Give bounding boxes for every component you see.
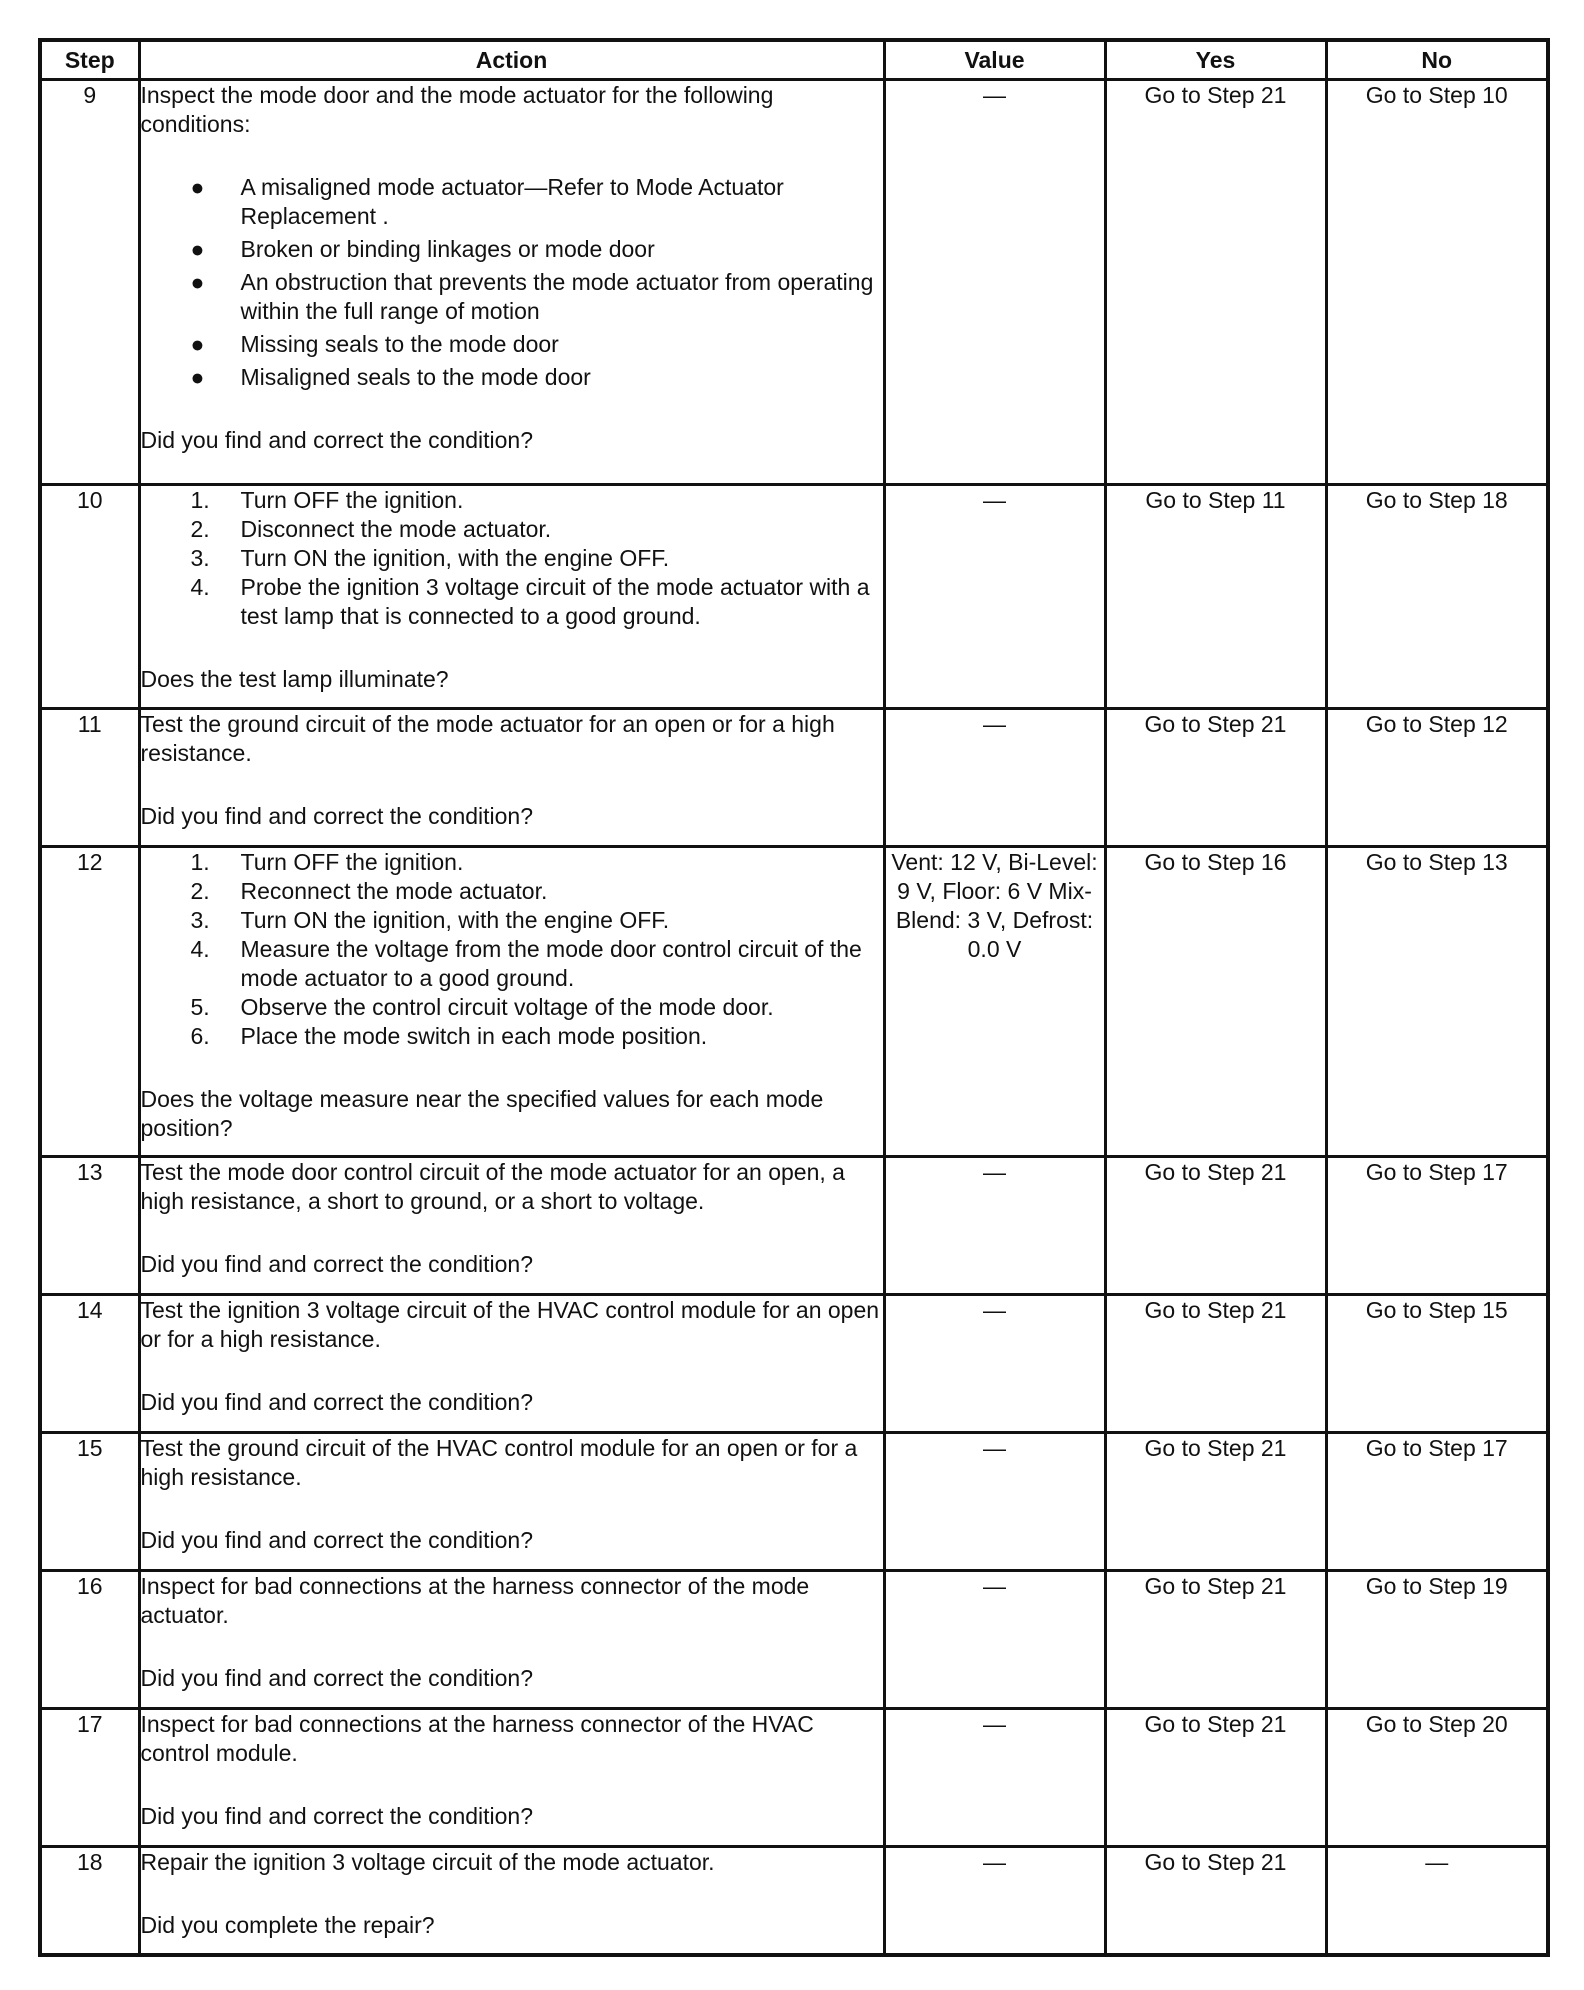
no-cell: Go to Step 20 (1326, 1709, 1548, 1847)
step-number: 17 (40, 1709, 139, 1847)
action-intro: Inspect for bad connections at the harness connector of the HVAC control module. (140, 1711, 814, 1766)
list-item: ● Misaligned seals to the mode door (190, 364, 591, 390)
action-cell (139, 709, 884, 847)
table-row (40, 1157, 1548, 1295)
action-question: Does the test lamp illuminate? (140, 666, 449, 692)
yes-cell: Go to Step 21 (1105, 1157, 1326, 1295)
table-row (40, 1295, 1548, 1433)
yes-cell: Go to Step 21 (1105, 1295, 1326, 1433)
action-intro: Test the mode door control circuit of the mode actuator for an open, a high resistance, a short to ground, or a short to voltage. (140, 1159, 845, 1214)
no-cell: Go to Step 19 (1326, 1571, 1548, 1709)
yes-cell: Go to Step 16 (1105, 847, 1326, 1157)
yes-cell: Go to Step 21 (1105, 709, 1326, 847)
step-number: 13 (40, 1157, 139, 1295)
list-item: 3. Turn ON the ignition, with the engine OFF. (190, 907, 670, 933)
yes-cell: Go to Step 11 (1105, 485, 1326, 709)
list-item: 3. Turn ON the ignition, with the engine OFF. (190, 545, 670, 571)
value-cell: — (884, 485, 1105, 709)
bullet-icon: ● (190, 331, 205, 357)
action-cell (139, 1571, 884, 1709)
table-row (40, 1571, 1548, 1709)
value-cell: Vent: 12 V, Bi-Level: 9 V, Floor: 6 V Mix-Blend: 3 V, Defrost: 0.0 V (884, 847, 1105, 1157)
table-row (40, 1847, 1548, 1955)
action-question: Did you find and correct the condition? (140, 1803, 534, 1829)
action-question: Did you find and correct the condition? (140, 1251, 534, 1277)
step-number: 12 (40, 847, 139, 1157)
document-page (38, 38, 1546, 1957)
header-row (40, 40, 1548, 80)
header-value: Value (884, 40, 1105, 80)
action-question: Did you find and correct the condition? (140, 803, 534, 829)
step-number: 18 (40, 1847, 139, 1955)
step-number: 11 (40, 709, 139, 847)
diagnostic-table (38, 38, 1550, 1957)
value-cell: — (884, 1433, 1105, 1571)
action-cell (139, 485, 884, 709)
table-row (40, 847, 1548, 1157)
no-cell: Go to Step 10 (1326, 80, 1548, 485)
no-cell: Go to Step 13 (1326, 847, 1548, 1157)
no-cell: Go to Step 17 (1326, 1157, 1548, 1295)
list-item: 2. Reconnect the mode actuator. (190, 878, 548, 904)
action-cell (139, 1157, 884, 1295)
action-question: Did you complete the repair? (140, 1912, 435, 1938)
action-question: Does the voltage measure near the specified values for each mode position? (140, 1086, 824, 1141)
list-item: ● A misaligned mode actuator—Refer to Mode Actuator Replacement . (190, 174, 784, 229)
condition-list (141, 173, 883, 392)
yes-cell: Go to Step 21 (1105, 80, 1326, 485)
step-number: 10 (40, 485, 139, 709)
no-cell: Go to Step 17 (1326, 1433, 1548, 1571)
action-cell (139, 80, 884, 485)
no-cell: — (1326, 1847, 1548, 1955)
list-item: 2. Disconnect the mode actuator. (190, 516, 552, 542)
yes-cell: Go to Step 21 (1105, 1709, 1326, 1847)
yes-cell: Go to Step 21 (1105, 1847, 1326, 1955)
action-question: Did you find and correct the condition? (140, 1389, 534, 1415)
step-number: 15 (40, 1433, 139, 1571)
header-no: No (1326, 40, 1548, 80)
yes-cell: Go to Step 21 (1105, 1433, 1326, 1571)
bullet-icon: ● (190, 236, 205, 262)
step-number: 9 (40, 80, 139, 485)
header-step: Step (40, 40, 139, 80)
list-item: ● Missing seals to the mode door (190, 331, 559, 357)
value-cell: — (884, 1295, 1105, 1433)
list-item: 5. Observe the control circuit voltage of the mode door. (190, 994, 774, 1020)
action-intro: Test the ground circuit of the HVAC control module for an open or for a high resistance. (140, 1435, 858, 1490)
list-item: 6. Place the mode switch in each mode position. (190, 1023, 708, 1049)
action-intro: Inspect the mode door and the mode actuator for the following conditions: (140, 82, 774, 137)
yes-cell: Go to Step 21 (1105, 1571, 1326, 1709)
table-row (40, 709, 1548, 847)
list-item: ● An obstruction that prevents the mode actuator from operating within the full range of motion (190, 269, 874, 324)
action-cell (139, 847, 884, 1157)
procedure-list (141, 848, 883, 1051)
action-intro: Repair the ignition 3 voltage circuit of the mode actuator. (140, 1849, 715, 1875)
value-cell: — (884, 1709, 1105, 1847)
value-cell: — (884, 1157, 1105, 1295)
step-number: 14 (40, 1295, 139, 1433)
table-row (40, 1709, 1548, 1847)
action-intro: Test the ground circuit of the mode actuator for an open or for a high resistance. (140, 711, 835, 766)
no-cell: Go to Step 12 (1326, 709, 1548, 847)
table-row (40, 80, 1548, 485)
action-question: Did you find and correct the condition? (140, 427, 534, 453)
list-item: 4. Probe the ignition 3 voltage circuit of the mode actuator with a test lamp that is connected to a good ground. (190, 574, 870, 629)
no-cell: Go to Step 18 (1326, 485, 1548, 709)
value-cell: — (884, 1847, 1105, 1955)
table-row (40, 1433, 1548, 1571)
procedure-list (141, 486, 883, 631)
value-cell: — (884, 80, 1105, 485)
action-intro: Test the ignition 3 voltage circuit of the HVAC control module for an open or for a high resistance. (140, 1297, 880, 1352)
action-cell (139, 1847, 884, 1955)
action-question: Did you find and correct the condition? (140, 1527, 534, 1553)
action-cell (139, 1709, 884, 1847)
bullet-icon: ● (190, 174, 205, 200)
no-cell: Go to Step 15 (1326, 1295, 1548, 1433)
list-item: 1. Turn OFF the ignition. (190, 849, 464, 875)
table-row (40, 485, 1548, 709)
action-cell (139, 1433, 884, 1571)
action-cell (139, 1295, 884, 1433)
action-question: Did you find and correct the condition? (140, 1665, 534, 1691)
step-number: 16 (40, 1571, 139, 1709)
value-cell: — (884, 709, 1105, 847)
action-intro: Inspect for bad connections at the harness connector of the mode actuator. (140, 1573, 810, 1628)
header-yes: Yes (1105, 40, 1326, 80)
header-action: Action (139, 40, 884, 80)
list-item: ● Broken or binding linkages or mode door (190, 236, 655, 262)
bullet-icon: ● (190, 364, 205, 390)
list-item: 1. Turn OFF the ignition. (190, 487, 464, 513)
bullet-icon: ● (190, 269, 205, 295)
list-item: 4. Measure the voltage from the mode door control circuit of the mode actuator to a good ground. (190, 936, 862, 991)
value-cell: — (884, 1571, 1105, 1709)
